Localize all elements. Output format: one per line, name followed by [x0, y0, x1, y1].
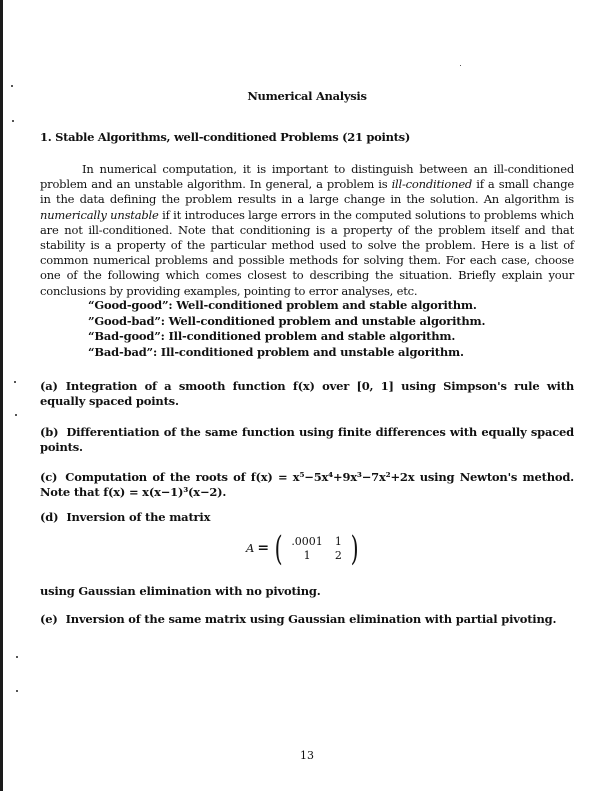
case-item: “Bad-good”: Ill-conditioned problem and stable algorithm. — [88, 329, 456, 343]
case-item: “Good-good”: Well-conditioned problem and stable algorithm. — [88, 298, 477, 312]
page-title: Numerical Analysis — [247, 89, 367, 103]
intro-text: In numerical computation, it is important to distinguish between an ill-conditioned problem and an unstable algorithm. In general, a problem is — [40, 162, 574, 192]
part-e — [40, 612, 574, 627]
intro-text: if it introduces large errors in the computed solutions to problems which are not ill-conditioned. Note that conditioning is a property of the problem itself and that stability is a property of the particular method used to solve the problem. Here is a list of common numerical problems and possible methods for solving them. For each case, choose one of the following which comes closest to describing the situation. Briefly explain your conclusions by providing examples, pointing to error analyses, etc. — [40, 207, 574, 298]
intro-emphasis: numerically unstable — [40, 207, 159, 222]
part-label: (a) — [40, 379, 58, 393]
case-item: “Bad-bad”: Ill-conditioned problem and unstable algorithm. — [88, 344, 464, 359]
scan-speck — [16, 656, 18, 658]
part-text: Inversion of the matrix — [66, 510, 211, 524]
matrix-a — [246, 529, 361, 569]
case-list — [88, 298, 485, 360]
intro-emphasis: ill-conditioned — [391, 177, 473, 192]
part-c — [40, 470, 574, 500]
matrix-name: A — [246, 541, 255, 556]
part-label: (c) — [40, 470, 58, 484]
part-a — [40, 379, 574, 409]
part-label: (b) — [40, 425, 59, 439]
part-label: (d) — [40, 510, 59, 524]
scan-speck — [14, 381, 16, 383]
case-item: ”Good-bad”: Well-conditioned problem and unstable algorithm. — [88, 313, 486, 328]
matrix-cell: 2 — [334, 549, 342, 562]
scan-left-border — [0, 0, 3, 791]
intro-text: if a small change in the data defining the problem results in a large change in the solution. An algorithm is — [40, 177, 574, 207]
matrix-cell: 1 — [303, 549, 311, 562]
scan-speck — [16, 690, 18, 692]
scan-speck — [15, 414, 17, 416]
intro-paragraph — [40, 162, 574, 299]
matrix-cell: 1 — [334, 535, 342, 548]
scan-speck — [12, 120, 14, 122]
part-text: Computation of the roots of f(x) = x⁵−5x⁴+9x³−7x²+2x using Newton's method. Note that f(x) = x(x−1)³(x−2). — [40, 470, 574, 500]
part-d — [40, 510, 574, 525]
matrix-entries — [285, 535, 348, 563]
part-text: Integration of a smooth function f(x) over [0, 1] using Simpson's rule with equally spaced points. — [40, 379, 574, 409]
document-page — [40, 0, 574, 791]
part-text: using Gaussian elimination with no pivoting. — [40, 584, 321, 598]
part-d-continued — [40, 584, 574, 599]
part-text: Differentiation of the same function using finite differences with equally spaced points. — [40, 425, 574, 455]
part-b — [40, 425, 574, 455]
matrix-equals: = — [257, 540, 270, 557]
part-label: (e) — [40, 612, 58, 626]
matrix-cell: .0001 — [291, 535, 323, 548]
page-number: 13 — [300, 749, 314, 762]
part-text: Inversion of the same matrix using Gaussian elimination with partial pivoting. — [65, 612, 557, 626]
left-paren: ( — [274, 529, 283, 569]
problem-heading: 1. Stable Algorithms, well-conditioned Problems (21 points) — [40, 130, 410, 144]
scan-speck — [11, 85, 13, 87]
right-paren: ) — [350, 529, 359, 569]
